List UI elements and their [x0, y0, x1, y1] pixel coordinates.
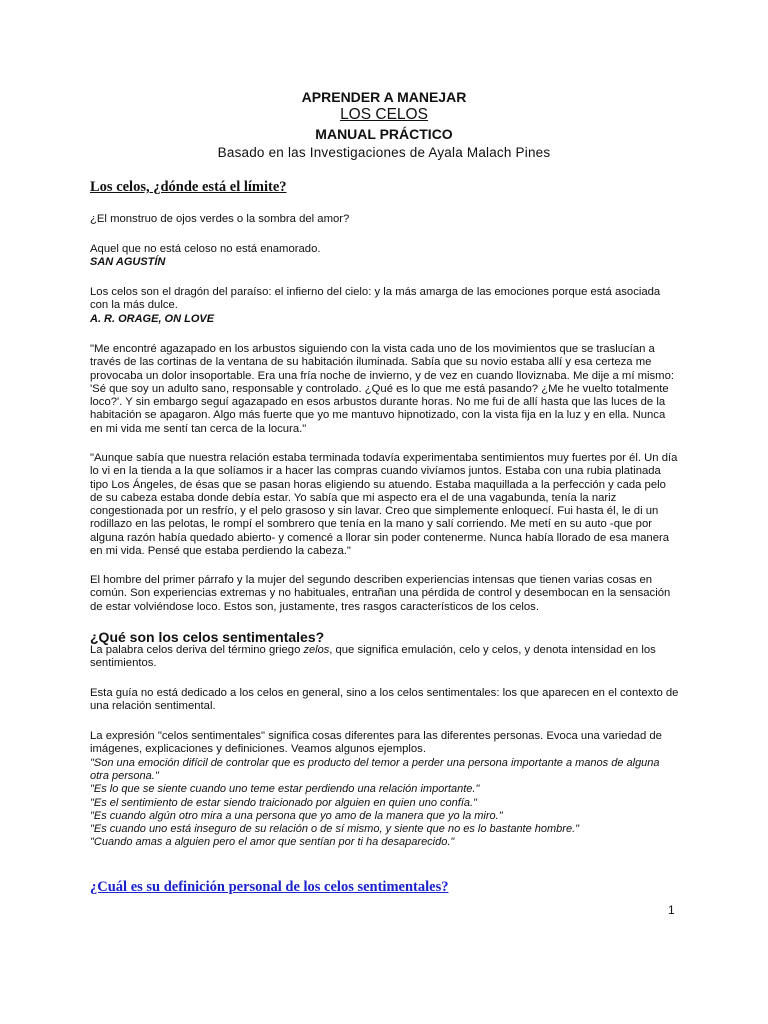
example-quote: "Cuando amas a alguien pero el amor que sentían por ti ha desaparecido." [90, 836, 455, 849]
etymology-paragraph [90, 644, 680, 671]
story-paragraph-2: "Aunque sabía que nuestra relación estaba terminada todavía experimentaba sentimientos muy fuertes por él. Un día lo vi en la tienda a la que solíamos ir a hacer las compras cuando vivíamos juntos. Estaba con una rubia platinada tipo Los Ángeles, de ésas que se pasan horas eligiendo su atuendo. Estaba maquillada a la perfección y cada pelo de su cabeza estaba donde debía estar. Yo sabía que mi aspecto era el de una vagabunda, tenía la nariz congestionada por un resfrío, y el pelo grasoso y sin lavar. Creo que simplemente enloquecí. Fui hasta él, le di un rodillazo en las pelotas, le rompí el sombrero que tenía en la mano y salí corriendo. Me metí en su auto -que por alguna razón había quedado abierto- y comencé a llorar sin poder contenerme. Nunca había llorado de esa manera en mi vida. Pensé que estaba perdiendo la cabeza." [90, 452, 678, 558]
etymology-greek-word: zelos [303, 644, 330, 656]
subtitle: Basado en las Investigaciones de Ayala Malach Pines [217, 145, 551, 160]
summary-paragraph: El hombre del primer párrafo y la mujer del segundo describen experiencias intensas que tienen varias cosas en común. Son experiencias extremas y no habituales, entrañan una pérdida de control y desembocan en la sensación de estar volviéndose loco. Estos son, justamente, tres rasgos característicos de los celos. [90, 574, 671, 613]
quote-augustine: Aquel que no está celoso no está enamorado. [90, 243, 321, 255]
title-line-3: MANUAL PRÁCTICO [315, 126, 453, 142]
section-heading-what-are: ¿Qué son los celos sentimentales? [90, 629, 325, 645]
example-quote: "Son una emoción difícil de controlar que es producto del temor a perder una persona importante a manos de alguna otra persona." [90, 757, 660, 783]
etymology-text-before: La palabra celos deriva del término griego [90, 644, 304, 656]
example-quote: "Es cuando uno está inseguro de su relación o de sí mismo, y siente que no es lo bastante hombre." [90, 823, 580, 836]
examples-list [90, 757, 680, 849]
title-line-2: LOS CELOS [340, 106, 428, 123]
quote-author-augustine: SAN AGUSTÍN [90, 256, 166, 268]
section-heading-limit: Los celos, ¿dónde está el límite? [90, 179, 287, 195]
title-line-1: APRENDER A MANEJAR [301, 89, 467, 105]
expression-paragraph: La expresión "celos sentimentales" significa cosas diferentes para las diferentes personas. Evoca una variedad de imágenes, explicaciones y definiciones. Veamos algunos ejemplos. [90, 730, 662, 756]
example-quote: "Es lo que se siente cuando uno teme estar perdiendo una relación importante." [90, 783, 480, 796]
personal-definition-link[interactable]: ¿Cuál es su definición personal de los celos sentimentales? [90, 879, 449, 895]
page-number: 1 [668, 903, 675, 917]
guide-scope-paragraph: Esta guía no está dedicado a los celos en general, sino a los celos sentimentales: los que aparecen en el contexto de una relación sentimental. [90, 687, 679, 713]
story-paragraph-1: "Me encontré agazapado en los arbustos siguiendo con la vista cada uno de los movimientos que se traslucían a través de las cortinas de la ventana de su habitación iluminada. Sabía que su novio estaba allí y esa certeza me provocaba un dolor insoportable. Era una fría noche de invierno, y de vez en cuando lloviznaba. Me dije a mí mismo: 'Sé que soy un adulto sano, responsable y controlado. ¿Qué es lo que me está pasando? ¿Me he vuelto totalmente loco?'. Y sin embargo seguí agazapado en esos arbustos durante horas. No me fui de allí hasta que las luces de la habitación se apagaron. Algo más fuerte que yo me mantuvo hipnotizado, con la vista fija en la luz y en ella. Nunca en mi vida me sentí tan cerca de la locura." [90, 343, 675, 435]
quote-orage: Los celos son el dragón del paraíso: el infierno del cielo: y la más amarga de las emociones porque está asociada con la más dulce. [90, 286, 661, 312]
example-quote: "Es el sentimiento de estar siendo traicionado por alguien en quien uno confía." [90, 796, 477, 809]
opening-question: ¿El monstruo de ojos verdes o la sombra del amor? [90, 213, 350, 225]
etymology-text-after: , que significa emulación, celo y celos, y denota intensidad en los sentimientos. [90, 644, 656, 670]
example-quote: "Es cuando algún otro mira a una persona que yo amo de la manera que yo la miro." [90, 809, 503, 822]
quote-author-orage: A. R. ORAGE, ON LOVE [90, 313, 215, 325]
